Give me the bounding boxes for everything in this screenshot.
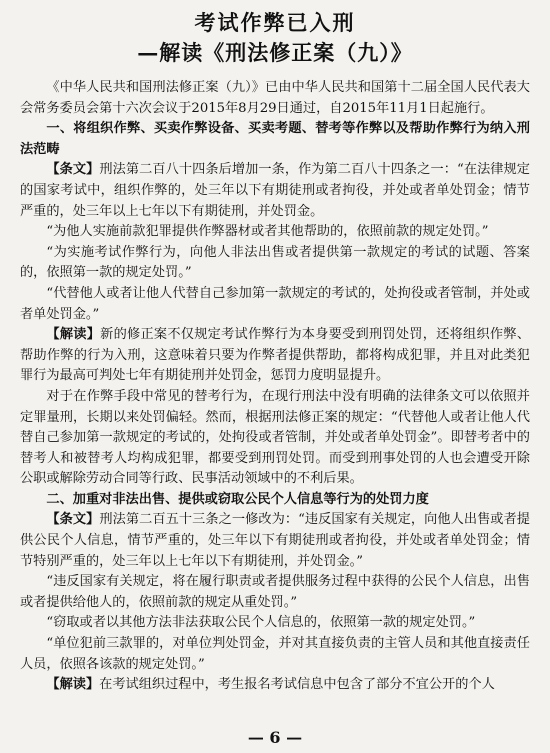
- paragraph: [20, 634, 530, 675]
- clause-tag: 【条文】: [46, 512, 100, 528]
- paragraph-text: 《中华人民共和国刑法修正案（九）》已由中华人民共和国第十二届全国人民代表大会常务委员会第十六次会议于2015年8月29日通过，自2015年11月1日起施行。: [20, 80, 530, 116]
- paragraph: [20, 572, 530, 613]
- paragraph: [20, 675, 530, 696]
- paragraph-text: 对于在作弊手段中常见的替考行为，在现行刑法中没有明确的法律条文可以依照并定罪量刑，长期以来处罚偏轻。然而，根据刑法修正案的规定：“代替他人或者让他人代替自己参加第一款规定的考试的，处拘役或者管制，并处或者单处罚金”。即替考者中的替考人和被替考人均构成犯罪，都要受到刑罚处罚。而受到刑事处罚的人也会遭受开除公职或解除劳动合同等行政、民事活动领域中的不利后果。: [20, 388, 530, 487]
- paragraph-text: 在考试组织过程中，考生报名考试信息中包含了部分不宜公开的个人: [99, 677, 495, 693]
- paragraph-text: 二、加重对非法出售、提供或窃取公民个人信息等行为的处罚力度: [46, 491, 429, 507]
- paragraph: [20, 78, 530, 119]
- article-title: 考试作弊已入刑: [194, 10, 356, 35]
- paragraph-text: “为实施考试作弊行为，向他人非法出售或者提供第一款规定的考试的试题、答案的，依照第一款的规定处罚。”: [20, 244, 530, 281]
- paragraph-text: “为他人实施前款犯罪提供作弊器材或者其他帮助的，依照前款的规定处罚。”: [46, 224, 489, 240]
- clause-tag: 【解读】: [46, 677, 100, 693]
- paragraph-text: 一、将组织作弊、买卖作弊设备、买卖考题、替考等作弊以及帮助作弊行为纳入刑法范畴: [20, 121, 530, 157]
- article-subtitle: —解读《刑法修正案（九）》: [137, 40, 413, 65]
- paragraph-text: 刑法第二百八十四条后增加一条，作为第二百八十四条之一：“在法律规定的国家考试中，组织作弊的，处三年以下有期徒刑或者拘役，并处或者单处罚金；情节严重的，处三年以上七年以下有期徒刑，并处罚金。: [20, 162, 530, 219]
- paragraph-text: “违反国家有关规定，将在履行职责或者提供服务过程中获得的公民个人信息，出售或者提供给他人的，依照前款的规定从重处罚。”: [20, 574, 530, 610]
- paragraph: [20, 160, 530, 222]
- paragraph-text: “窃取或者以其他方法非法获取公民个人信息的，依照第一款的规定处罚。”: [46, 615, 476, 631]
- paragraph-text: 刑法第二百五十三条之一修改为：“违反国家有关规定，向他人出售或者提供公民个人信息，情节严重的，处三年以下有期徒刑或者拘役，并处或者单处罚金；情节特别严重的，处三年以上七年以下有期徒刑，并处罚金。”: [20, 512, 530, 569]
- paragraph: [20, 613, 530, 634]
- paragraph: [20, 284, 530, 325]
- paragraph: [20, 243, 530, 284]
- paragraph: [20, 325, 530, 387]
- paragraph: [20, 510, 530, 572]
- paragraph: [20, 387, 530, 490]
- paragraph-text: “代替他人或者让他人代替自己参加第一款规定的考试的，处拘役或者管制，并处或者单处罚金。”: [20, 285, 530, 322]
- page-number: — 6 —: [247, 728, 303, 747]
- section-heading: [20, 490, 530, 511]
- section-heading: [20, 119, 530, 160]
- clause-tag: 【条文】: [46, 162, 100, 178]
- article-body: [20, 78, 530, 696]
- paragraph-text: 新的修正案不仅规定考试作弊行为本身要受到刑罚处罚，还将组织作弊、帮助作弊的行为入刑，这意味着只要为作弊者提供帮助，都将构成犯罪，并且对此类犯罪行为最高可判处七年有期徒刑并处罚金，惩罚力度明显提升。: [20, 327, 531, 384]
- paragraph: [20, 222, 530, 243]
- clause-tag: 【解读】: [46, 327, 101, 343]
- paragraph-text: “单位犯前三款罪的，对单位判处罚金，并对其直接负责的主管人员和其他直接责任人员，依照各该款的规定处罚。”: [20, 636, 530, 672]
